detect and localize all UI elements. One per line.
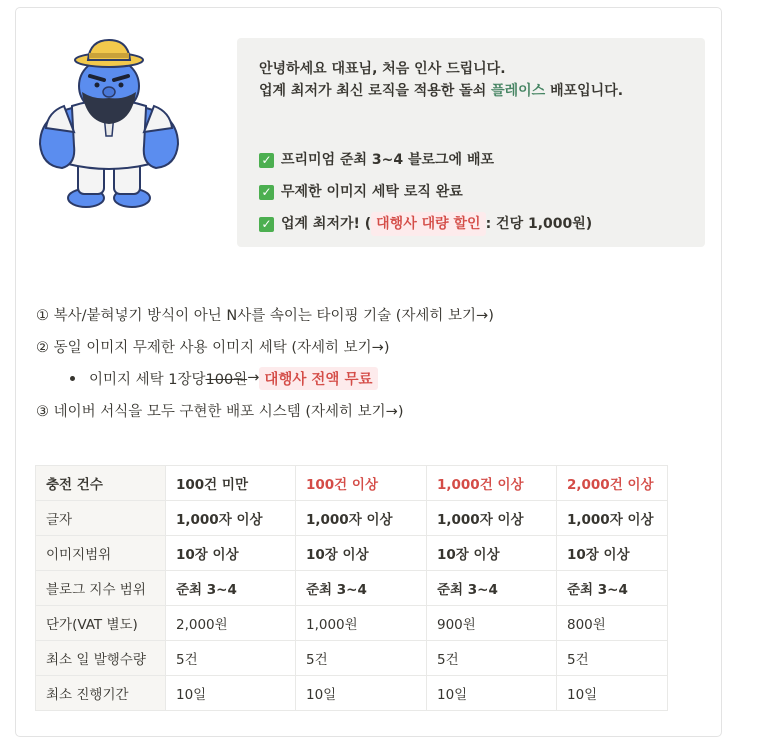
table-cell: 준최 3~4: [166, 571, 296, 606]
table-row-label: 단가(VAT 별도): [36, 606, 166, 641]
intro-callout: [237, 38, 705, 247]
pricing-table: [35, 465, 668, 711]
table-cell: 10일: [166, 676, 296, 711]
table-cell: 준최 3~4: [427, 571, 557, 606]
feature-item-format[interactable]: ③ 네이버 서식을 모두 구현한 배포 시스템 (자세히 보기→): [36, 403, 404, 420]
free-badge: 대행사 전액 무료: [259, 367, 377, 390]
table-header-cell: 100건 미만: [166, 466, 296, 501]
feature-list: [36, 298, 686, 426]
table-cell: 1,000자 이상: [557, 501, 668, 536]
table-cell: 10일: [557, 676, 668, 711]
table-row-label: 최소 진행기간: [36, 676, 166, 711]
old-price: 100원: [205, 371, 248, 388]
table-row: [36, 571, 668, 606]
table-cell: 10장 이상: [296, 536, 427, 571]
table-row-label: 최소 일 발행수량: [36, 641, 166, 676]
table-cell: 1,000자 이상: [166, 501, 296, 536]
table-cell: 5건: [557, 641, 668, 676]
table-cell: 준최 3~4: [557, 571, 668, 606]
check-box-icon: ✓: [259, 217, 274, 232]
table-cell: 2,000원: [166, 606, 296, 641]
check-box-icon: ✓: [259, 185, 274, 200]
table-cell: 10일: [296, 676, 427, 711]
table-row: [36, 641, 668, 676]
table-cell: 5건: [296, 641, 427, 676]
table-row: [36, 501, 668, 536]
table-row-label: 이미지범위: [36, 536, 166, 571]
feature-item-image-wash[interactable]: ② 동일 이미지 무제한 사용 이미지 세탁 (자세히 보기→): [36, 339, 390, 356]
feature-item-typing[interactable]: ① 복사/붙혀넣기 방식이 아닌 N사를 속이는 타이핑 기술 (자세히 보기→): [36, 307, 494, 324]
table-cell: 1,000원: [296, 606, 427, 641]
intro-text: 업계 최저가 최신 로직을 적용한 돌쇠 플레이스 배포입니다.: [259, 83, 624, 99]
table-header-cell: 100건 이상: [296, 466, 427, 501]
table-row: [36, 606, 668, 641]
table-cell: 10일: [427, 676, 557, 711]
mascot-illustration: [34, 36, 184, 208]
table-row: [36, 536, 668, 571]
table-cell: 준최 3~4: [296, 571, 427, 606]
table-row: [36, 676, 668, 711]
table-cell: 800원: [557, 606, 668, 641]
check-item: ✓ 업계 최저가! ( 대행사 대량 할인 : 건당 1,000원): [259, 208, 683, 240]
table-header-row: [36, 466, 668, 501]
table-cell: 10장 이상: [166, 536, 296, 571]
table-cell: 10장 이상: [557, 536, 668, 571]
table-cell: 1,000자 이상: [427, 501, 557, 536]
check-item: ✓ 무제한 이미지 세탁 로직 완료: [259, 176, 683, 208]
check-list: [259, 144, 683, 240]
table-cell: 5건: [427, 641, 557, 676]
table-row-label: 블로그 지수 범위: [36, 571, 166, 606]
table-cell: 5건: [166, 641, 296, 676]
feature-subitem: 이미지 세탁 1장당 100원 → 대행사 전액 무료: [36, 362, 686, 394]
table-cell: 10장 이상: [427, 536, 557, 571]
check-item: ✓ 프리미엄 준최 3~4 블로그에 배포: [259, 144, 683, 176]
place-highlight: 플레이스: [491, 83, 546, 99]
bulk-discount-badge: 대행사 대량 할인: [371, 212, 485, 236]
table-row-label: 글자: [36, 501, 166, 536]
check-box-icon: ✓: [259, 153, 274, 168]
table-cell: 900원: [427, 606, 557, 641]
greeting-text: 안녕하세요 대표님, 처음 인사 드립니다.: [259, 61, 506, 77]
table-header-cell: 2,000건 이상: [557, 466, 668, 501]
table-cell: 1,000자 이상: [296, 501, 427, 536]
table-header-cell: 1,000건 이상: [427, 466, 557, 501]
table-header-cell: 충전 건수: [36, 466, 166, 501]
bullet-dot: [70, 376, 75, 381]
